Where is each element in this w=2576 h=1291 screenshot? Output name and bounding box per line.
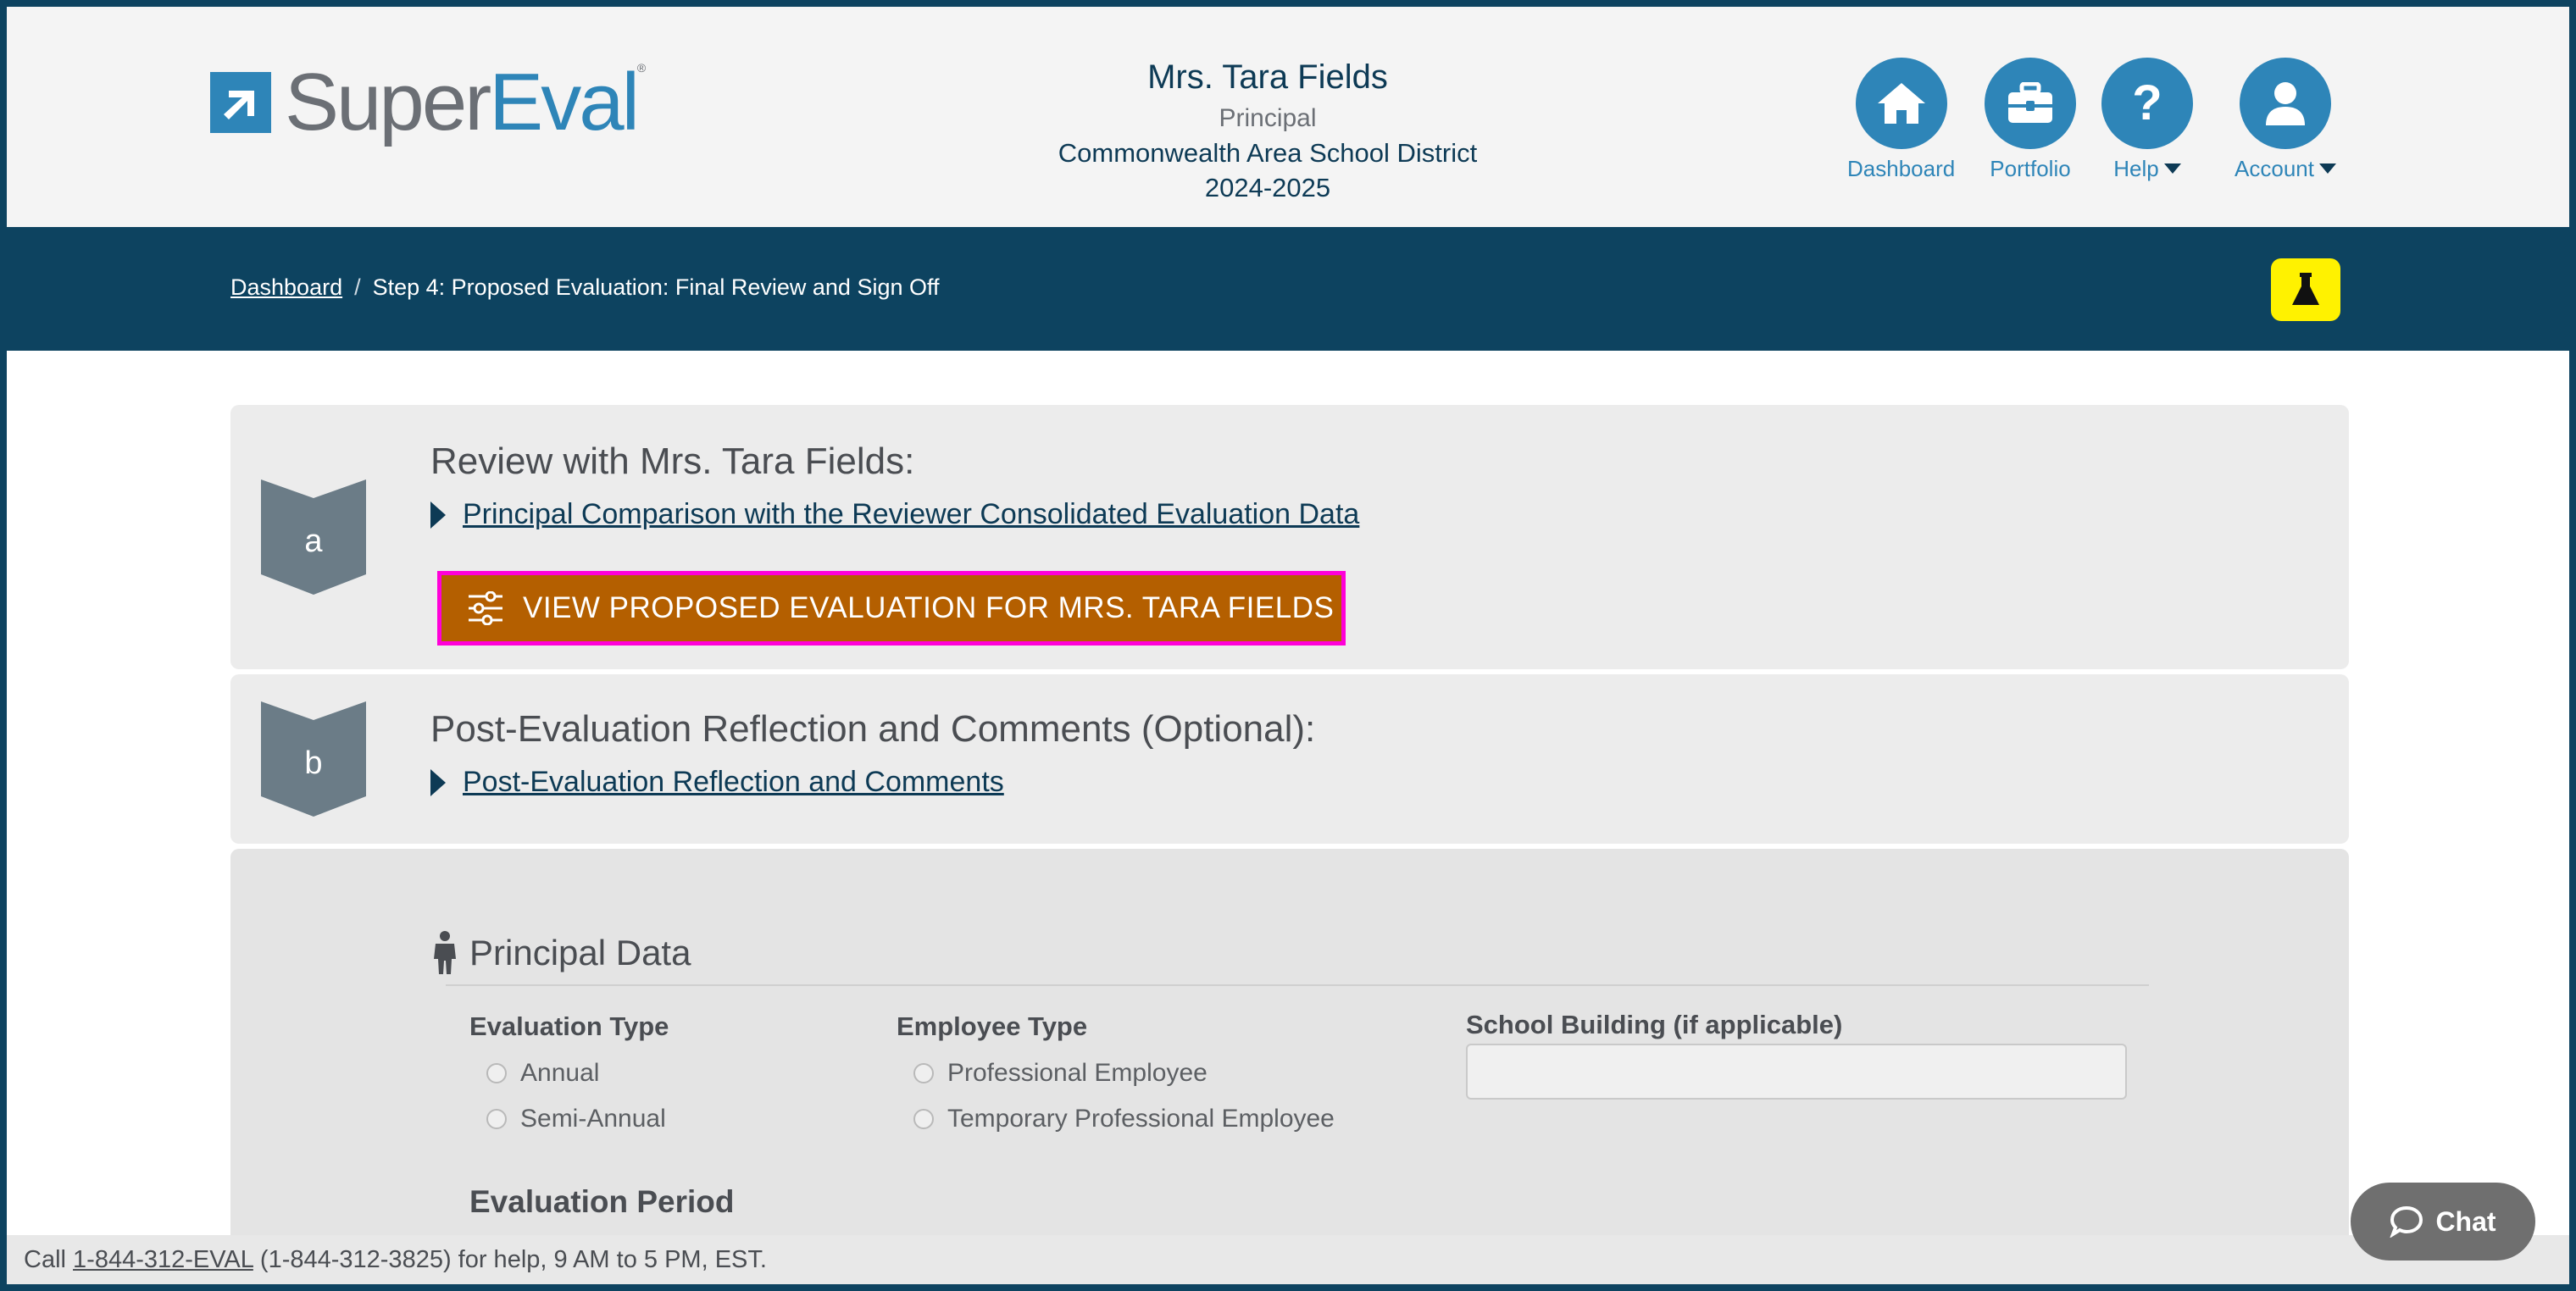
home-icon [1856,58,1947,149]
chat-button[interactable]: Chat [2351,1183,2535,1261]
school-year: 2024-2025 [1204,173,1331,202]
radio-circle[interactable] [913,1109,934,1129]
radio-professional-employee[interactable]: Professional Employee [913,1059,1208,1088]
breadcrumb-current: Step 4: Proposed Evaluation: Final Review and Sign Off [372,274,940,300]
flask-icon [2290,271,2321,308]
evaluation-period-label: Evaluation Period [469,1184,735,1219]
view-proposed-evaluation-label: VIEW PROPOSED EVALUATION FOR MRS. TARA FIELDS [523,591,1335,624]
sliders-icon [467,591,504,625]
radio-semi-annual[interactable]: Semi-Annual [486,1105,666,1133]
step-b-letter: b [304,745,323,781]
principal-data-card [230,849,2349,1284]
step-b-badge [261,701,366,817]
evaluation-type-label: Evaluation Type [469,1011,669,1041]
radio-temporary-professional-employee[interactable]: Temporary Professional Employee [913,1105,1335,1133]
person-icon [430,930,459,976]
app-window [7,7,2569,1284]
site-header [7,7,2569,227]
logo-mark-icon [210,72,271,133]
logo-wordmark: SuperEval® [285,57,647,147]
nav-portfolio[interactable] [1985,58,2076,182]
step-a-title: Review with Mrs. Tara Fields: [430,440,915,482]
user-name: Mrs. Tara Fields [1147,58,1388,96]
employee-type-label: Employee Type [897,1011,1088,1041]
nav-portfolio-label: Portfolio [1990,156,2071,181]
nav-account[interactable] [2223,58,2347,182]
chevron-down-icon [2319,163,2336,174]
question-icon: ? [2101,58,2193,149]
step-a-card [230,405,2349,669]
beta-lab-button[interactable] [2271,258,2340,321]
breadcrumb [230,274,940,301]
view-proposed-evaluation-button[interactable] [437,571,1346,646]
user-role: Principal [1219,104,1317,132]
chat-bubble-icon [2390,1205,2423,1238]
comparison-link[interactable]: Principal Comparison with the Reviewer Consolidated Evaluation Data [430,498,1359,531]
radio-annual[interactable]: Annual [486,1059,599,1088]
principal-data-title: Principal Data [430,930,691,976]
radio-circle[interactable] [486,1109,507,1129]
nav-dashboard[interactable] [1847,58,1955,182]
nav-dashboard-label: Dashboard [1847,156,1956,181]
caret-right-icon [430,769,446,796]
nav-help[interactable] [2101,58,2193,182]
nav-account-label: Account [2223,156,2347,182]
reflection-link[interactable]: Post-Evaluation Reflection and Comments [430,766,1004,799]
user-info [1013,53,1522,205]
breadcrumb-bar [7,227,2569,351]
breadcrumb-dashboard-link[interactable]: Dashboard [230,274,343,300]
briefcase-icon [1985,58,2076,149]
caret-right-icon [430,501,446,529]
radio-circle[interactable] [486,1063,507,1083]
step-a-letter: a [304,524,323,559]
step-b-title: Post-Evaluation Reflection and Comments (Optional): [430,708,1316,750]
step-b-card [230,674,2349,844]
breadcrumb-separator: / [354,274,361,300]
user-district: Commonwealth Area School District [1058,138,1478,168]
help-footer: Call 1-844-312-EVAL (1-844-312-3825) for help, 9 AM to 5 PM, EST. [7,1235,2569,1284]
school-building-label: School Building (if applicable) [1466,1010,1843,1039]
supereval-logo[interactable] [210,56,646,149]
school-building-input[interactable] [1466,1044,2127,1100]
user-icon [2240,58,2331,149]
help-phone-link[interactable]: 1-844-312-EVAL [73,1246,253,1273]
radio-circle[interactable] [913,1063,934,1083]
step-a-badge [261,479,366,595]
chevron-down-icon [2164,163,2181,174]
nav-help-label: Help [2101,156,2193,182]
section-divider [446,984,2149,986]
